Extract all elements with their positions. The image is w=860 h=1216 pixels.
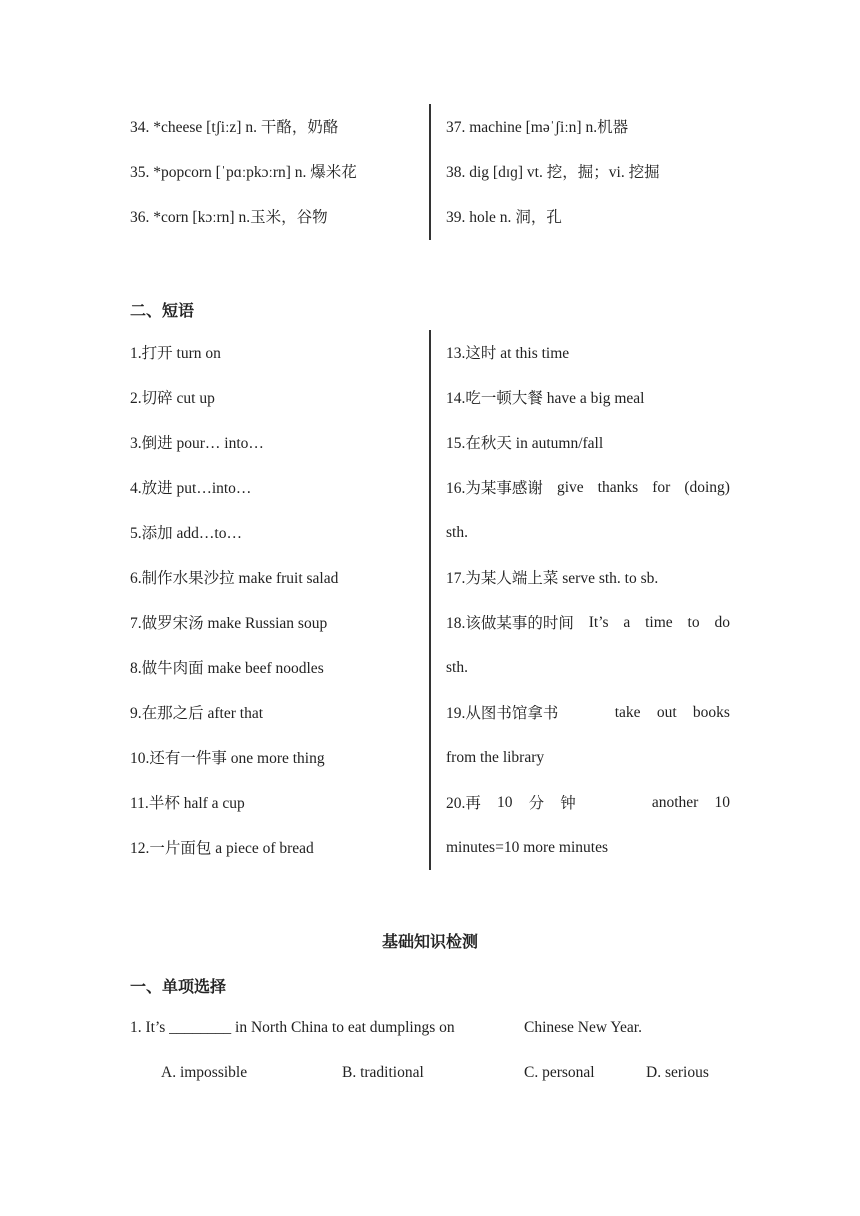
vocab-item-34: 34. *cheese [tʃiːz] n. 干酪，奶酪 — [130, 118, 339, 136]
phrase-item-6: 6.制作水果沙拉 make fruit salad — [130, 569, 339, 587]
vocab-item-37: 37. machine [məˈʃiːn] n.机器 — [446, 118, 629, 136]
phrase-item-19-continued: from the library — [446, 749, 545, 766]
phrase-item-19: 19.从图书馆拿书 take out books — [446, 704, 730, 722]
phrases-column-divider — [429, 330, 431, 870]
test-section-heading: 一、单项选择 — [130, 977, 227, 996]
phrase-item-2: 2.切碎 cut up — [130, 389, 215, 407]
phrase-item-11: 11.半杯 half a cup — [130, 794, 245, 812]
phrases-heading: 二、短语 — [130, 301, 195, 320]
phrase-item-17: 17.为某人端上菜 serve sth. to sb. — [446, 569, 659, 587]
test-title: 基础知识检测 — [381, 932, 478, 951]
vocab-item-38: 38. dig [dɪɡ] vt. 挖，掘；vi. 挖掘 — [446, 163, 660, 181]
phrase-item-10: 10.还有一件事 one more thing — [130, 749, 325, 767]
phrase-item-15: 15.在秋天 in autumn/fall — [446, 434, 604, 452]
question-1-stem-continued: Chinese New Year. — [524, 1019, 642, 1036]
vocab-item-39: 39. hole n. 洞，孔 — [446, 208, 562, 226]
vocab-item-35: 35. *popcorn [ˈpɑːpkɔːrn] n. 爆米花 — [130, 163, 357, 181]
phrase-item-3: 3.倒进 pour… into… — [130, 434, 264, 452]
phrase-item-7: 7.做罗宋汤 make Russian soup — [130, 614, 328, 632]
phrase-item-12: 12.一片面包 a piece of bread — [130, 839, 314, 857]
question-1-option-d: D. serious — [646, 1064, 709, 1081]
phrase-item-16-continued: sth. — [446, 524, 468, 541]
question-1-option-a: A. impossible — [161, 1064, 248, 1081]
phrase-item-13: 13.这时 at this time — [446, 344, 570, 362]
phrase-item-18-continued: sth. — [446, 659, 468, 676]
question-1-option-b: B. traditional — [342, 1064, 424, 1081]
phrase-item-20-continued: minutes=10 more minutes — [446, 839, 609, 856]
phrase-item-16: 16.为某事感谢 give thanks for (doing) — [446, 479, 730, 497]
phrase-item-9: 9.在那之后 after that — [130, 704, 264, 722]
phrase-item-4: 4.放进 put…into… — [130, 479, 252, 497]
phrase-item-8: 8.做牛肉面 make beef noodles — [130, 659, 324, 677]
phrase-item-5: 5.添加 add…to… — [130, 524, 242, 542]
phrase-item-18: 18.该做某事的时间 It’s a time to do — [446, 614, 730, 632]
phrase-item-20: 20.再 10 分 钟 another 10 — [446, 794, 730, 812]
question-1-stem: 1. It’s ________ in North China to eat dumplings on — [130, 1019, 455, 1036]
question-1-option-c: C. personal — [524, 1064, 595, 1081]
vocab-column-divider — [429, 104, 431, 240]
phrase-item-14: 14.吃一顿大餐 have a big meal — [446, 389, 645, 407]
phrase-item-1: 1.打开 turn on — [130, 344, 221, 362]
vocab-item-36: 36. *corn [kɔːrn] n.玉米，谷物 — [130, 208, 328, 226]
